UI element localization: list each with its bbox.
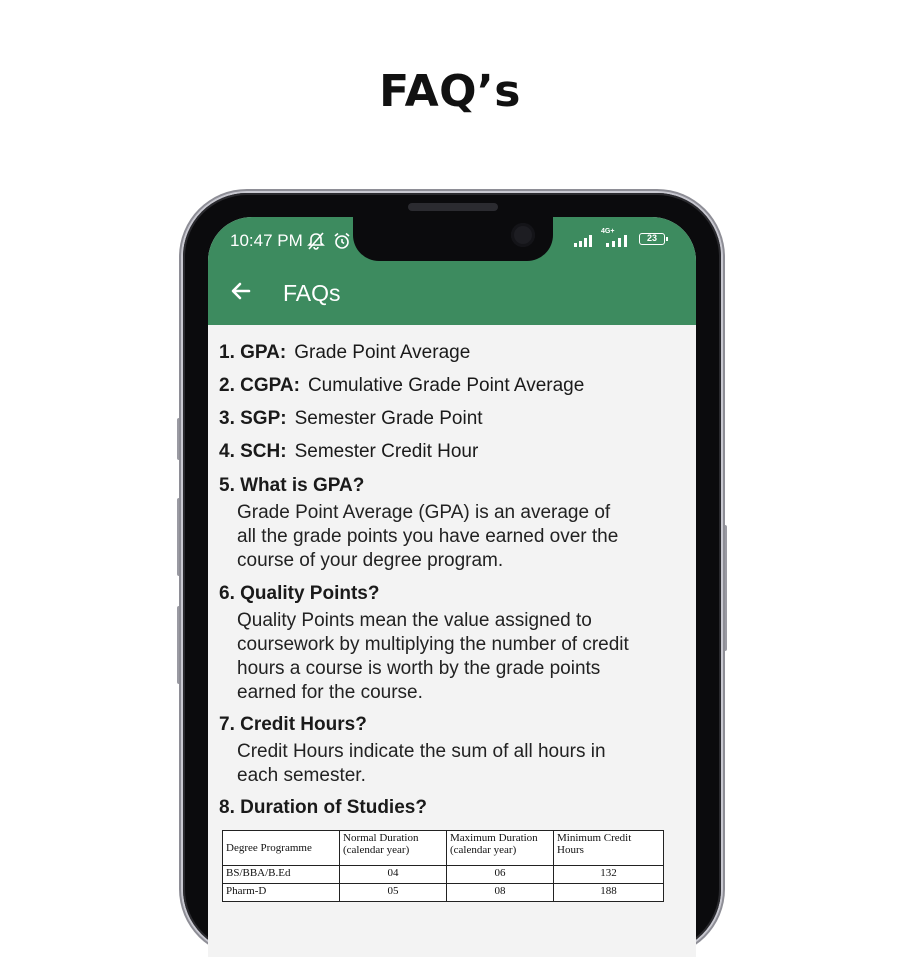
table-cell: 188 (554, 884, 664, 902)
power-button (721, 525, 727, 651)
faq-answer: Credit Hours indicate the sum of all hours in each semester. (237, 741, 606, 786)
table-header-cell: Normal Duration (calendar year) (340, 831, 447, 866)
back-arrow-icon (229, 279, 253, 308)
table-header-row (223, 831, 664, 866)
faq-definition-item: 1. GPA: Grade Point Average (219, 342, 471, 363)
phone-screen (208, 217, 696, 957)
status-bar (208, 217, 696, 267)
table-cell: 05 (340, 884, 447, 902)
front-camera-icon (511, 223, 535, 247)
phone-speaker (408, 203, 498, 211)
signal-icon (605, 234, 631, 252)
table-header-cell: Degree Programme (223, 831, 340, 866)
signal-icon (573, 234, 593, 252)
duration-table (222, 830, 664, 902)
faq-question: 7. Credit Hours? (219, 714, 367, 735)
faq-answer: Grade Point Average (GPA) is an average of all the grade points you have earned over the course of your degree program. (237, 502, 619, 571)
faq-question: 6. Quality Points? (219, 583, 380, 604)
battery-level: 23 (646, 233, 657, 243)
network-type-label: 4G+ (601, 228, 615, 235)
table-row (223, 884, 664, 902)
table-cell: Pharm-D (223, 884, 340, 902)
table-header-cell: Maximum Duration (calendar year) (447, 831, 554, 866)
battery-icon (639, 233, 665, 245)
alarm-icon (332, 231, 352, 256)
table-header-cell: Minimum Credit Hours (554, 831, 664, 866)
faq-definition-item: 2. CGPA: Cumulative Grade Point Average (219, 375, 585, 396)
page-heading: FAQ’s (379, 66, 521, 117)
bell-off-icon (306, 231, 326, 256)
table-cell: 132 (554, 866, 664, 884)
faq-answer: Quality Points mean the value assigned to coursework by multiplying the number of credit hours a course is worth by the grade points earned for the course. (237, 610, 629, 703)
status-time: 10:47 PM (230, 231, 303, 250)
table-cell: BS/BBA/B.Ed (223, 866, 340, 884)
faq-definition-item: 3. SGP: Semester Grade Point (219, 408, 483, 429)
faq-question: 5. What is GPA? (219, 475, 365, 496)
table-row (223, 866, 664, 884)
app-bar (208, 267, 696, 325)
camera-notch (353, 217, 553, 261)
faq-definition-item: 4. SCH: Semester Credit Hour (219, 441, 479, 462)
table-cell: 08 (447, 884, 554, 902)
back-button[interactable] (226, 278, 256, 308)
faq-question: 8. Duration of Studies? (219, 797, 427, 818)
table-cell: 04 (340, 866, 447, 884)
table-cell: 06 (447, 866, 554, 884)
app-bar-title: FAQs (283, 280, 341, 306)
